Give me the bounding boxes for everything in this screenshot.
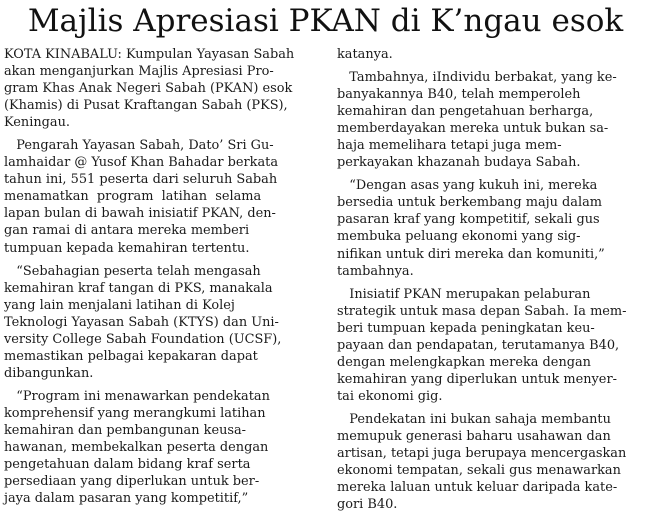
paragraph-7: “Dengan asas yang kukuh ini, mereka bersedia untuk berkembang maju dalam pasaran kraf yang kompetitif, sekali gus membuka peluang ekonomi yang sig- nifikan untuk diri mereka dan komuniti,” tambahnya.: [337, 178, 605, 279]
article-column-left: [4, 46, 326, 507]
paragraph-1: KOTA KINABALU: Kumpulan Yayasan Sabah akan menganjurkan Majlis Apresiasi Pro- gram Khas Anak Negeri Sabah (PKAN) esok (Khamis) di Pusat Kraftangan Sabah (PKS), Keningau.: [4, 47, 295, 131]
paragraph-9: Pendekatan ini bukan sahaja membantu memupuk generasi baharu usahawan dan artisan, tetapi juga berupaya mencergaskan ekonomi tempatan, sekali gus menawarkan mereka laluan untuk keluar daripada kate- gori B40.: [337, 411, 627, 513]
paragraph-2: Pengarah Yayasan Sabah, Dato’ Sri Gu- lamhaidar @ Yusof Khan Bahadar berkata tahun ini, 551 peserta dari seluruh Sabah menamatkan program latihan selama lapan bulan di bawah inisiatif PKAN, den- gan ramai di antara mereka memberi tumpuan kepada kemahiran tertentu.: [4, 138, 279, 256]
paragraph-8: Inisiatif PKAN merupakan pelaburan strategik untuk masa depan Sabah. Ia mem- beri tumpuan kepada peningkatan keu- payaan dan pendapatan, terutamanya B40, dengan melengkapkan mereka dengan kemahiran yang diperlukan untuk menyer- tai ekonomi gig.: [337, 286, 627, 404]
article-headline: Majlis Apresiasi PKAN di K’ngau esok: [27, 3, 624, 39]
paragraph-6: Tambahnya, iIndividu berbakat, yang ke- banyakannya B40, telah memperoleh kemahiran dan pengetahuan berharga, memberdayakan mereka untuk bukan sa- haja memelihara tetapi juga mem- perkayakan khazanah budaya Sabah.: [337, 70, 617, 171]
paragraph-4: “Program ini menawarkan pendekatan komprehensif yang merangkumi latihan kemahiran dan pembangunan keusa- hawanan, membekalkan peserta dengan pengetahuan dalam bidang kraf serta persediaan yang diperlukan untuk ber- jaya dalam pasaran yang kompetitif,”: [4, 388, 270, 507]
article-column-right: [337, 46, 646, 513]
paragraph-3: “Sebahagian peserta telah mengasah kemahiran kraf tangan di PKS, manakala yang lain menjalani latihan di Kolej Teknologi Yayasan Sabah (KTYS) dan Uni- versity College Sabah Foundation (UCSF), memastikan pelbagai kepakaran dapat dibangunkan.: [4, 263, 282, 381]
paragraph-5: katanya.: [337, 47, 393, 62]
